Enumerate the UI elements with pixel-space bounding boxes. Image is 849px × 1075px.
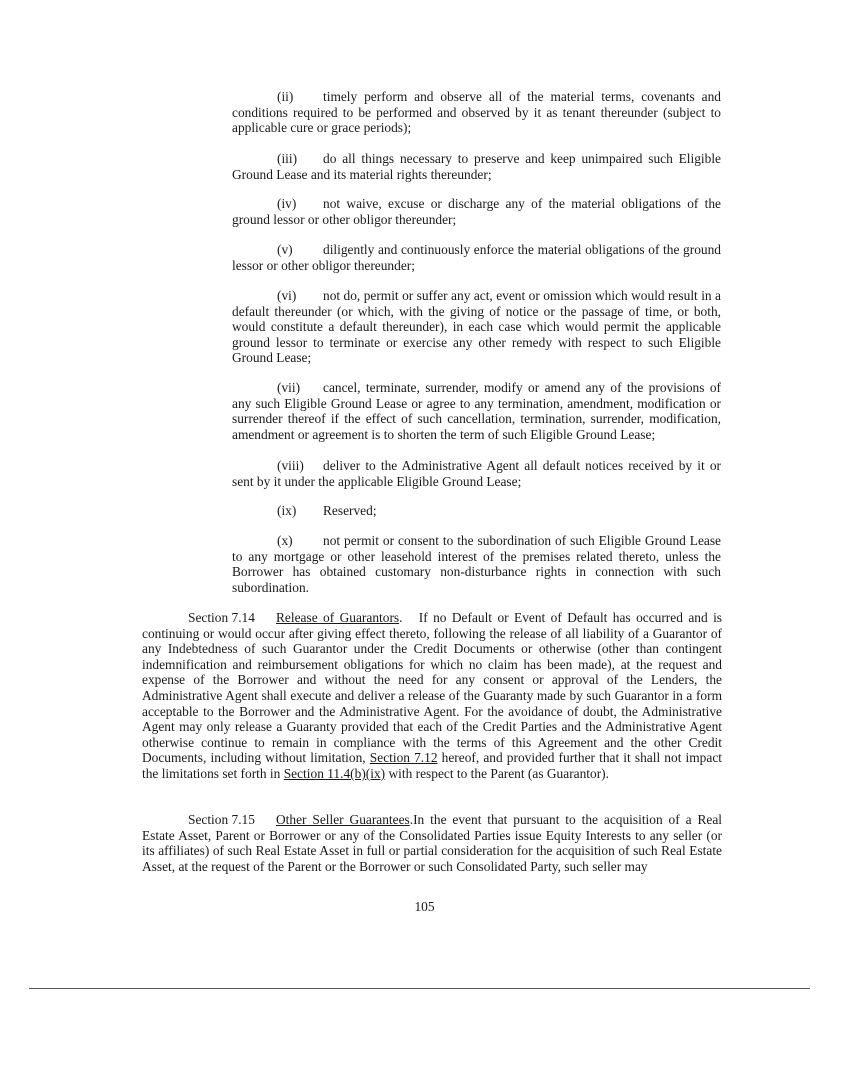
list-item-text xyxy=(232,89,721,136)
list-item-number: (vi) xyxy=(277,288,297,303)
section-heading: Other Seller Guarantees xyxy=(276,812,410,827)
list-item xyxy=(232,503,721,519)
section-body: .In the event that pursuant to the acquisition of a Real Estate Asset, Parent or Borrower or any of the Consolidated Parties issue Equity Interests to any seller (or its affiliates) of such Real Estate Asset in full or partial consideration for the acquisition of such Real Estate Asset, at the request of the Parent or the Borrower or such Consolidated Party, such seller may xyxy=(142,812,722,874)
list-item xyxy=(232,380,721,442)
section-7-14-text xyxy=(142,610,722,782)
section-7-15-text xyxy=(142,812,722,874)
list-item-number: (viii) xyxy=(277,458,304,473)
footer-divider xyxy=(29,988,810,989)
section-body: If no Default or Event of Default has occurred and is continuing or would occur after giving effect thereto, following the release of all liability of a Guarantor of any Indebtedness of such Guarantor under the Credit Documents or otherwise (other than contingent indemnification and reimbursement obligations for which no claim has been made), at the request and expense of the Borrower and without the need for any consent or approval of the Lenders, the Administrative Agent shall execute and deliver a release of the Guaranty made by such Guarantor in a form acceptable to the Borrower and the Administrative Agent. For the avoidance of doubt, the Administrative Agent may only release a Guaranty provided that each of the Credit Parties and the Administrative Agent otherwise continue to remain in compliance with the terms of this Agreement and the other Credit Documents, including without limitation, xyxy=(142,610,722,766)
list-item-body: timely perform and observe all of the material terms, covenants and conditions required to be performed and observed by it as tenant thereunder (subject to applicable cure or grace periods); xyxy=(232,89,721,136)
list-item xyxy=(232,242,721,273)
section-number: Section 7.15 xyxy=(188,812,255,827)
list-item-number: (ii) xyxy=(277,89,294,104)
list-item xyxy=(232,89,721,136)
list-item-text xyxy=(232,196,721,227)
list-item-number: (ix) xyxy=(277,503,297,518)
list-item xyxy=(232,151,721,182)
section-body: hereof, and provided further that it shall not impact the limitations set forth in xyxy=(142,750,722,781)
list-item-number: (vii) xyxy=(277,380,301,395)
list-item-text xyxy=(232,458,721,489)
cross-reference: Section 7.12 xyxy=(369,750,438,766)
list-item-body: do all things necessary to preserve and keep unimpaired such Eligible Ground Lease and its material rights thereunder; xyxy=(232,151,721,182)
page-number: 105 xyxy=(414,899,435,914)
list-item xyxy=(232,196,721,227)
list-item xyxy=(232,533,721,595)
section-body: with respect to the Parent (as Guarantor). xyxy=(388,765,609,781)
list-item-text xyxy=(232,242,721,273)
list-item-body: Reserved; xyxy=(323,503,377,518)
list-item-number: (v) xyxy=(277,242,293,257)
list-item xyxy=(232,458,721,489)
list-item-text xyxy=(232,533,721,595)
cross-reference: Section 11.4(b)(ix) xyxy=(283,765,386,781)
list-item-body: diligently and continuously enforce the material obligations of the ground lessor or other obligor thereunder; xyxy=(232,242,721,273)
list-item-text xyxy=(232,380,721,442)
list-item xyxy=(232,288,721,366)
section-number: Section 7.14 xyxy=(188,610,255,625)
section-7-15 xyxy=(142,812,722,874)
list-item-number: (x) xyxy=(277,533,293,548)
list-item-body: not permit or consent to the subordination of such Eligible Ground Lease to any mortgage or other leasehold interest of the premises related thereto, unless the Borrower has obtained customary non-disturbance rights in connection with such subordination. xyxy=(232,533,721,595)
section-heading-period: . xyxy=(399,610,403,625)
list-item-body: cancel, terminate, surrender, modify or amend any of the provisions of any such Eligible Ground Lease or agree to any termination, amendment, modification or surrender thereof if the effect of such cancellation, termination, surrender, modification, amendment or agreement is to shorten the term of such Eligible Ground Lease; xyxy=(232,380,721,442)
section-heading: Release of Guarantors xyxy=(276,610,400,625)
list-item-text xyxy=(232,151,721,182)
list-item-text xyxy=(232,503,721,519)
list-item-text xyxy=(232,288,721,366)
list-item-number: (iv) xyxy=(277,196,297,211)
list-item-body: not do, permit or suffer any act, event or omission which would result in a default thereunder (or which, with the giving of notice or the passage of time, or both, would constitute a default thereunder), in each case which would permit the applicable ground lessor to terminate or exercise any other remedy with respect to such Eligible Ground Lease; xyxy=(232,288,721,366)
section-7-14 xyxy=(142,610,722,782)
list-item-body: deliver to the Administrative Agent all default notices received by it or sent by it under the applicable Eligible Ground Lease; xyxy=(232,458,721,489)
list-item-number: (iii) xyxy=(277,151,298,166)
list-item-body: not waive, excuse or discharge any of the material obligations of the ground lessor or other obligor thereunder; xyxy=(232,196,721,227)
